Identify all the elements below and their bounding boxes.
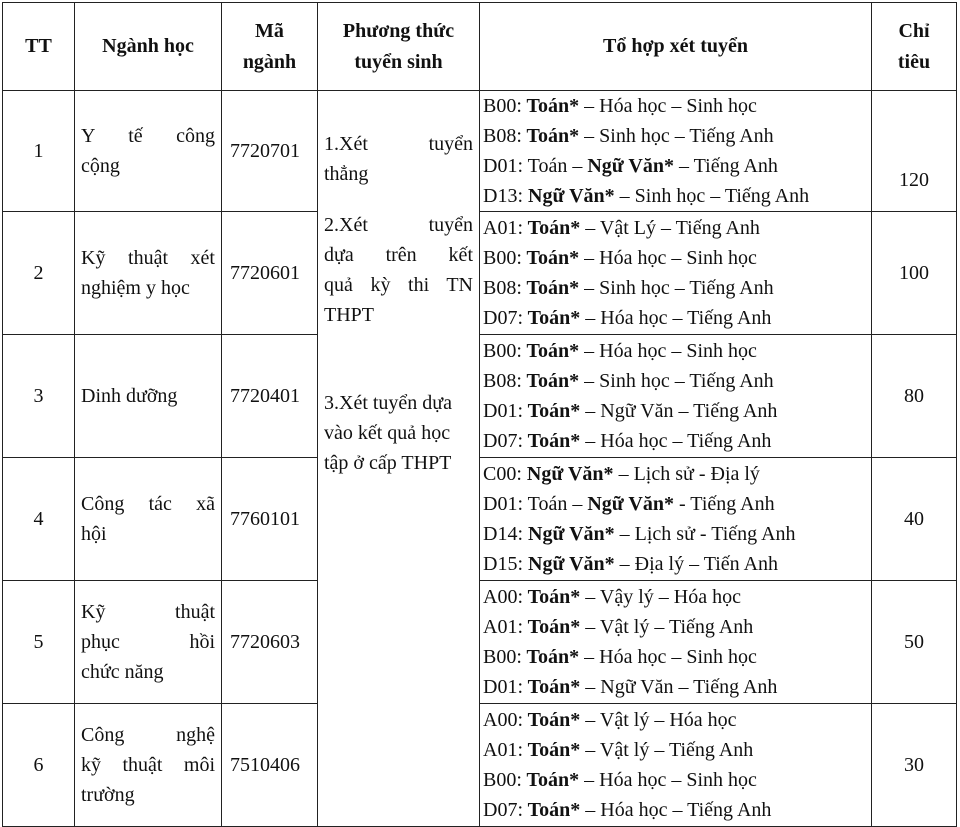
method-2-line: THPT	[324, 304, 374, 326]
row-ma-nganh: 7720601	[222, 212, 318, 335]
combo-code: D01:	[483, 493, 523, 515]
combo-subjects: – Hóa học – Tiếng Anh	[580, 307, 772, 329]
header-to-hop: Tổ hợp xét tuyển	[480, 3, 872, 91]
combo-primary-subject: Toán*	[523, 739, 581, 761]
combo-code: A00:	[483, 709, 523, 731]
combo-subjects: – Hóa học – Tiếng Anh	[580, 799, 772, 821]
combo-code: D13:	[483, 185, 523, 207]
combo-code: A01:	[483, 217, 523, 239]
row-chi-tieu: 50	[872, 581, 957, 704]
method-spacer	[324, 189, 473, 210]
header-ma-nganh	[222, 3, 318, 91]
combo-line	[483, 303, 865, 333]
row-to-hop	[480, 581, 872, 704]
row-chi-tieu: 80	[872, 335, 957, 458]
combo-line	[483, 151, 865, 181]
table-row	[3, 704, 957, 827]
header-nganh-hoc: Ngành học	[75, 3, 222, 91]
nganh-hoc-line: Dinh dưỡng	[81, 385, 178, 407]
combo-primary-subject: Toán*	[521, 370, 580, 392]
combo-code: B08:	[483, 277, 522, 299]
combo-subjects: – Vật lý – Tiếng Anh	[580, 739, 754, 761]
combo-primary-subject: Ngữ Văn*	[523, 553, 615, 575]
header-tt: TT	[3, 3, 75, 91]
table-row	[3, 212, 957, 335]
combo-line	[483, 735, 865, 765]
nganh-hoc-line: trường	[81, 784, 135, 806]
row-to-hop	[480, 458, 872, 581]
row-chi-tieu: 30	[872, 704, 957, 827]
combo-subjects: – Sinh học – Tiếng Anh	[579, 125, 774, 147]
combo-line	[483, 459, 865, 489]
combo-code: D14:	[483, 523, 523, 545]
combo-primary-subject: Toán*	[523, 430, 581, 452]
combo-line	[483, 582, 865, 612]
row-chi-tieu: 120	[872, 91, 957, 212]
combo-code: C00:	[483, 463, 522, 485]
combo-primary-subject: Toán*	[523, 709, 581, 731]
combo-subjects: – Sinh học – Tiếng Anh	[579, 277, 774, 299]
combo-primary-subject: Ngữ Văn*	[523, 185, 615, 207]
combo-subjects: – Sinh học – Tiếng Anh	[614, 185, 810, 207]
combo-code: D07:	[483, 307, 523, 329]
combo-primary-subject: Toán*	[523, 676, 581, 698]
header-phuong-thuc	[318, 3, 480, 91]
combo-code: A01:	[483, 616, 523, 638]
combo-subjects: – Vật lý – Hóa học	[580, 709, 737, 731]
combo-primary-subject: Toán*	[521, 247, 580, 269]
combo-subjects: – Sinh học – Tiếng Anh	[579, 370, 774, 392]
combo-subjects: - Tiếng Anh	[674, 493, 775, 515]
nganh-hoc-line: chức năng	[81, 661, 164, 683]
row-chi-tieu: 40	[872, 458, 957, 581]
method-2	[324, 210, 473, 330]
header-chi-tieu-line: Chỉ	[898, 19, 930, 42]
combo-subjects: – Địa lý – Tiến Anh	[614, 553, 779, 575]
header-ma-nganh-line: Mã	[255, 19, 284, 42]
combo-subjects: – Hóa học – Sinh học	[579, 95, 757, 117]
combo-primary-subject: Toán*	[523, 616, 581, 638]
header-phuong-thuc-line: Phương thức	[342, 19, 455, 42]
combo-subjects: – Ngữ Văn – Tiếng Anh	[580, 400, 778, 422]
combo-subjects: – Ngữ Văn – Tiếng Anh	[580, 676, 778, 698]
combo-code: B00:	[483, 646, 522, 668]
combo-line	[483, 181, 865, 211]
table-body	[3, 91, 957, 827]
combo-line	[483, 273, 865, 303]
combo-subjects: – Lịch sử - Địa lý	[613, 463, 760, 485]
row-tt: 6	[3, 704, 75, 827]
combo-primary-subject: Toán*	[521, 95, 580, 117]
combo-subjects: – Hóa học – Tiếng Anh	[580, 430, 772, 452]
combo-line	[483, 336, 865, 366]
combo-line	[483, 426, 865, 456]
row-ma-nganh: 7760101	[222, 458, 318, 581]
combo-primary-subject: Toán*	[523, 799, 581, 821]
combo-primary-subject: Toán*	[521, 340, 580, 362]
combo-line	[483, 612, 865, 642]
row-to-hop	[480, 212, 872, 335]
method-1-line: thẳng	[324, 163, 369, 185]
combo-line	[483, 672, 865, 702]
combo-line	[483, 396, 865, 426]
header-chi-tieu-line: tiêu	[897, 50, 931, 73]
row-tt: 4	[3, 458, 75, 581]
combo-line	[483, 213, 865, 243]
method-2-line: dựa trên kết	[324, 244, 473, 266]
table-row	[3, 581, 957, 704]
row-tt: 1	[3, 91, 75, 212]
combo-primary-subject: Toán*	[523, 307, 581, 329]
combo-subjects: Toán –	[523, 493, 588, 515]
row-ma-nganh: 7510406	[222, 704, 318, 827]
combo-line	[483, 121, 865, 151]
combo-subjects: – Lịch sử - Tiếng Anh	[614, 523, 796, 545]
row-tt: 5	[3, 581, 75, 704]
row-to-hop	[480, 704, 872, 827]
row-nganh-hoc	[75, 335, 222, 458]
row-nganh-hoc	[75, 704, 222, 827]
combo-line	[483, 91, 865, 121]
combo-line	[483, 519, 865, 549]
phuong-thuc-cell	[318, 91, 480, 827]
nganh-hoc-line: Y tế công	[81, 125, 215, 147]
nganh-hoc-line: nghiệm y học	[81, 277, 190, 299]
combo-code: D01:	[483, 155, 523, 177]
method-3-line: vào kết quả học	[324, 422, 451, 444]
combo-code: D07:	[483, 430, 523, 452]
combo-line	[483, 642, 865, 672]
combo-code: A00:	[483, 586, 523, 608]
combo-primary-subject: Toán*	[521, 769, 580, 791]
header-ma-nganh-line: ngành	[242, 50, 297, 73]
nganh-hoc-line: Công nghệ	[81, 724, 215, 746]
combo-line	[483, 366, 865, 396]
combo-primary-subject: Ngữ Văn*	[587, 155, 674, 177]
combo-subjects: – Vật Lý – Tiếng Anh	[580, 217, 760, 239]
combo-subjects: – Hóa học – Sinh học	[579, 247, 757, 269]
combo-code: D01:	[483, 400, 523, 422]
combo-subjects: Toán –	[523, 155, 588, 177]
row-to-hop	[480, 91, 872, 212]
combo-primary-subject: Ngữ Văn*	[521, 463, 614, 485]
combo-primary-subject: Toán*	[521, 125, 580, 147]
combo-code: D01:	[483, 676, 523, 698]
method-2-line: 2.Xét tuyển	[324, 214, 473, 236]
combo-primary-subject: Toán*	[523, 217, 581, 239]
row-tt: 2	[3, 212, 75, 335]
nganh-hoc-line: cộng	[81, 155, 120, 177]
nganh-hoc-line: hội	[81, 523, 107, 545]
combo-primary-subject: Toán*	[521, 277, 580, 299]
method-3	[324, 388, 473, 478]
nganh-hoc-line: kỹ thuật môi	[81, 754, 215, 776]
admission-table	[2, 2, 957, 827]
combo-primary-subject: Toán*	[523, 400, 581, 422]
combo-subjects: – Hóa học – Sinh học	[579, 769, 757, 791]
combo-code: A01:	[483, 739, 523, 761]
nganh-hoc-line: Công tác xã	[81, 493, 215, 515]
combo-code: B00:	[483, 95, 522, 117]
method-3-line: 3.Xét tuyển dựa	[324, 392, 453, 414]
nganh-hoc-line: Kỹ thuật	[81, 601, 215, 623]
combo-code: B00:	[483, 340, 522, 362]
row-to-hop	[480, 335, 872, 458]
method-1	[324, 129, 473, 189]
combo-code: B08:	[483, 125, 522, 147]
row-chi-tieu: 100	[872, 212, 957, 335]
combo-subjects: – Hóa học – Sinh học	[579, 340, 757, 362]
combo-line	[483, 795, 865, 825]
method-spacer	[324, 330, 473, 388]
nganh-hoc-line: phục hồi	[81, 631, 215, 653]
combo-line	[483, 489, 865, 519]
method-1-line: 1.Xét tuyển	[324, 133, 473, 155]
combo-subjects: – Hóa học – Sinh học	[579, 646, 757, 668]
combo-primary-subject: Toán*	[523, 586, 581, 608]
combo-line	[483, 705, 865, 735]
row-ma-nganh: 7720603	[222, 581, 318, 704]
combo-subjects: – Tiếng Anh	[674, 155, 778, 177]
method-2-line: quả kỳ thi TN	[324, 274, 473, 296]
header-row	[3, 3, 957, 91]
table-row	[3, 335, 957, 458]
combo-code: D15:	[483, 553, 523, 575]
combo-primary-subject: Toán*	[521, 646, 580, 668]
header-chi-tieu	[872, 3, 957, 91]
table-row	[3, 91, 957, 212]
combo-primary-subject: Ngữ Văn*	[523, 523, 615, 545]
combo-line	[483, 549, 865, 579]
row-ma-nganh: 7720701	[222, 91, 318, 212]
combo-line	[483, 765, 865, 795]
header-phuong-thuc-line: tuyển sinh	[354, 50, 443, 73]
combo-line	[483, 243, 865, 273]
combo-code: B08:	[483, 370, 522, 392]
row-tt: 3	[3, 335, 75, 458]
combo-code: D07:	[483, 799, 523, 821]
table-row	[3, 458, 957, 581]
combo-code: B00:	[483, 247, 522, 269]
row-nganh-hoc	[75, 91, 222, 212]
row-nganh-hoc	[75, 212, 222, 335]
method-3-line: tập ở cấp THPT	[324, 452, 452, 474]
combo-subjects: – Vậy lý – Hóa học	[580, 586, 741, 608]
combo-primary-subject: Ngữ Văn*	[587, 493, 674, 515]
row-nganh-hoc	[75, 458, 222, 581]
combo-subjects: – Vật lý – Tiếng Anh	[580, 616, 754, 638]
nganh-hoc-line: Kỹ thuật xét	[81, 247, 215, 269]
row-ma-nganh: 7720401	[222, 335, 318, 458]
row-nganh-hoc	[75, 581, 222, 704]
combo-code: B00:	[483, 769, 522, 791]
